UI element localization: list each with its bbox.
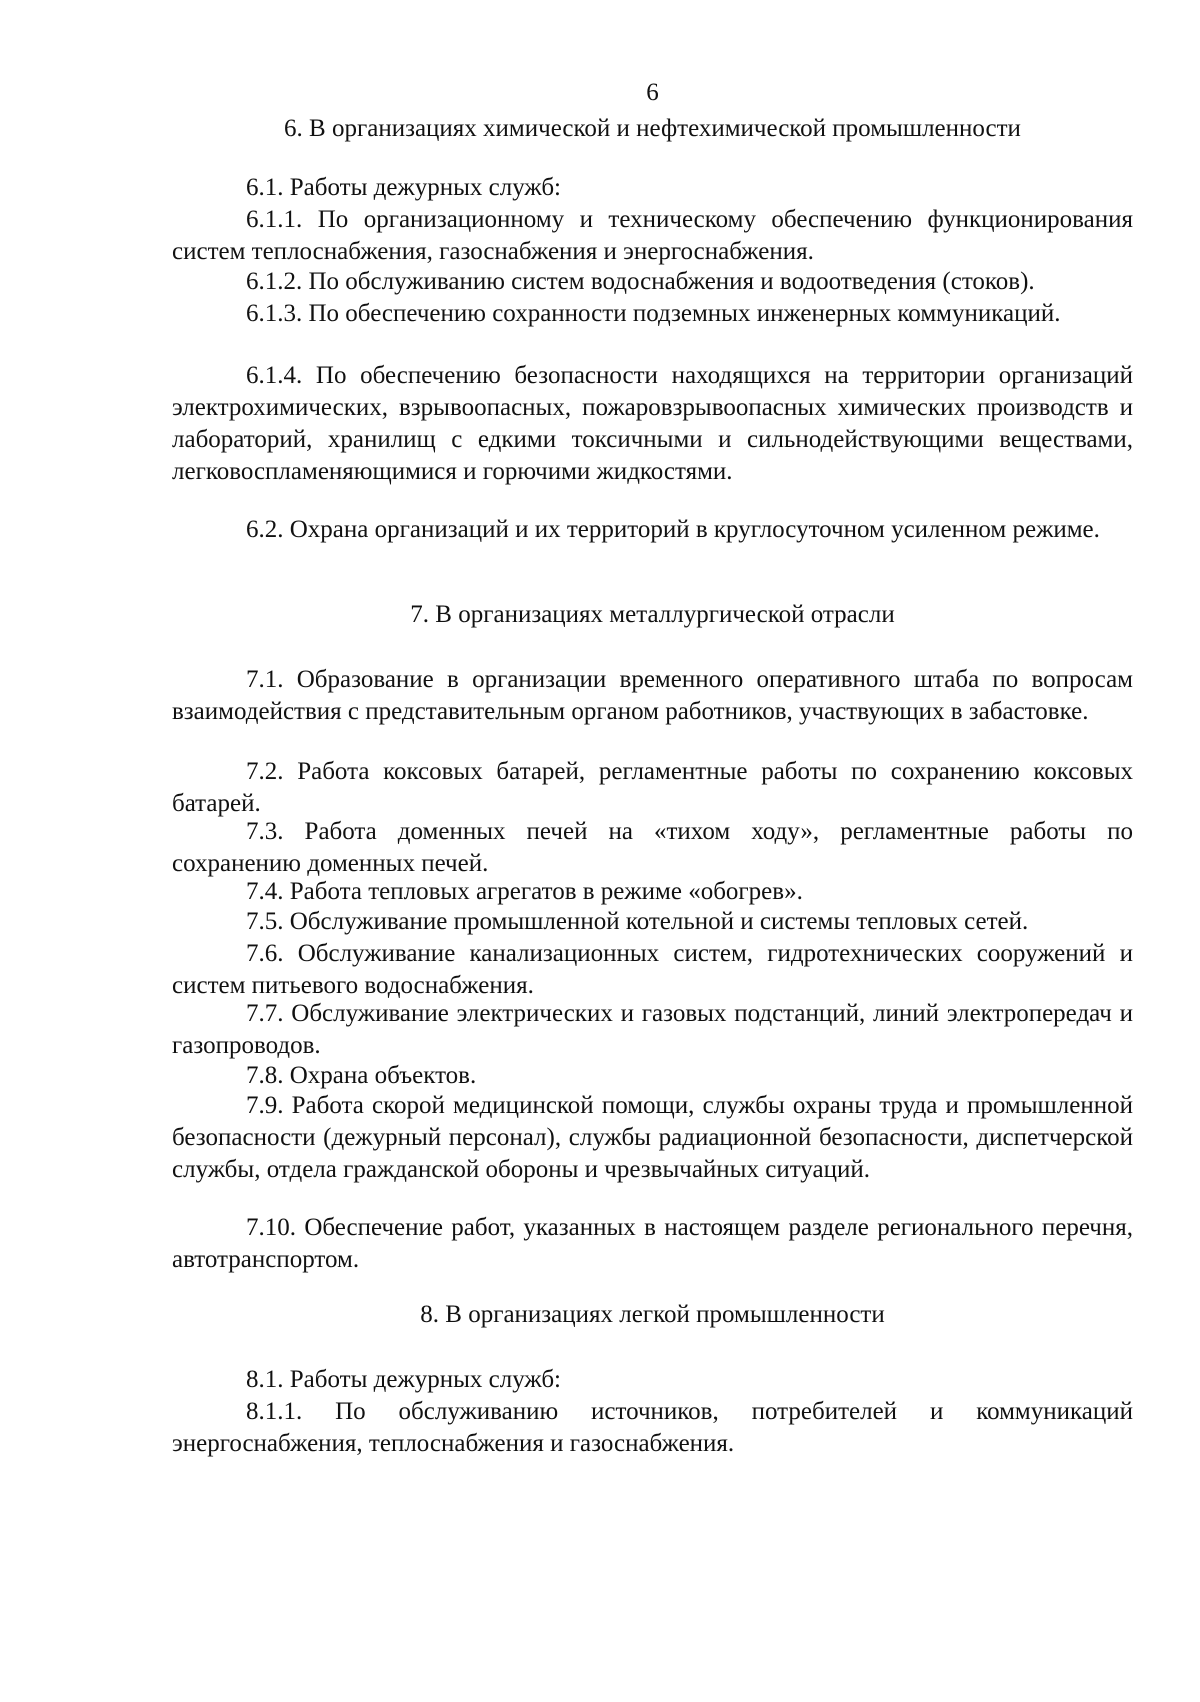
paragraph-8-1: 8.1. Работы дежурных служб: (246, 1366, 561, 1393)
paragraph-7-8: 7.8. Охрана объектов. (246, 1062, 477, 1089)
section-heading-8: 8. В организациях легкой промышленности (420, 1301, 885, 1328)
section-heading-7: 7. В организациях металлургической отрасли (410, 601, 895, 628)
section-heading-6: 6. В организациях химической и нефтехимической промышленности (284, 115, 1021, 142)
paragraph-7-6: 7.6. Обслуживание канализационных систем, гидротехнических сооружений и систем питьевого водоснабжения. (172, 940, 1133, 999)
paragraph-6-1-4: 6.1.4. По обеспечению безопасности находящихся на территории организаций электрохимических, взрывоопасных, пожаровзрывоопасных химических производств и лабораторий, хранилищ с едкими токсичными и сильнодействующими веществами, легковоспламеняющимися и горючими жидкостями. (172, 362, 1133, 485)
paragraph-7-3: 7.3. Работа доменных печей на «тихом ходу», регламентные работы по сохранению доменных печей. (172, 818, 1133, 877)
paragraph-6-1-2: 6.1.2. По обслуживанию систем водоснабжения и водоотведения (стоков). (246, 268, 1035, 295)
paragraph-6-1-1: 6.1.1. По организационному и техническому обеспечению функционирования систем теплоснабжения, газоснабжения и энергоснабжения. (172, 206, 1133, 265)
paragraph-6-1: 6.1. Работы дежурных служб: (246, 174, 561, 201)
page-number: 6 (646, 79, 659, 106)
paragraph-7-4: 7.4. Работа тепловых агрегатов в режиме «обогрев». (246, 878, 803, 905)
paragraph-7-10: 7.10. Обеспечение работ, указанных в настоящем разделе регионального перечня, автотранспортом. (172, 1214, 1133, 1273)
paragraph-7-1: 7.1. Образование в организации временного оперативного штаба по вопросам взаимодействия с представительным органом работников, участвующих в забастовке. (172, 666, 1133, 725)
paragraph-6-2: 6.2. Охрана организаций и их территорий в круглосуточном усиленном режиме. (246, 516, 1100, 543)
paragraph-6-1-3: 6.1.3. По обеспечению сохранности подземных инженерных коммуникаций. (246, 300, 1061, 327)
paragraph-7-5: 7.5. Обслуживание промышленной котельной и системы тепловых сетей. (246, 908, 1029, 935)
paragraph-7-2: 7.2. Работа коксовых батарей, регламентные работы по сохранению коксовых батарей. (172, 758, 1133, 817)
paragraph-7-9: 7.9. Работа скорой медицинской помощи, службы охраны труда и промышленной безопасности (дежурный персонал), службы радиационной безопасности, диспетчерской службы, отдела гражданской обороны и чрезвычайных ситуаций. (172, 1092, 1133, 1183)
paragraph-7-7: 7.7. Обслуживание электрических и газовых подстанций, линий электропередач и газопроводов. (172, 1000, 1133, 1059)
paragraph-8-1-1: 8.1.1. По обслуживанию источников, потребителей и коммуникаций энергоснабжения, теплоснабжения и газоснабжения. (172, 1398, 1133, 1457)
